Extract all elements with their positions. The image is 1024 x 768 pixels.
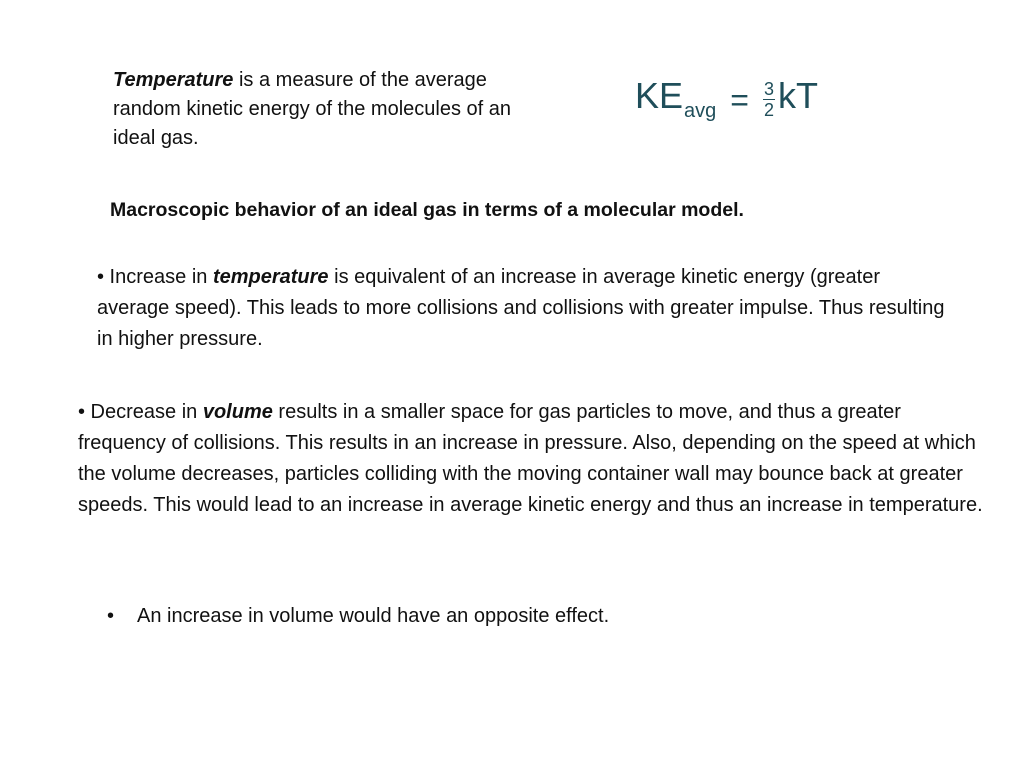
temperature-definition [113, 66, 553, 153]
bullet-emphasis: volume [202, 401, 273, 423]
formula-subscript: avg [684, 100, 717, 122]
definition-text: is a measure of the average random kinetic energy of the molecules of an ideal gas. [113, 69, 511, 149]
formula-fraction [763, 80, 775, 119]
section-heading: Macroscopic behavior of an ideal gas in terms of a molecular model. [110, 199, 744, 221]
bullet-opposite-effect [107, 601, 807, 632]
bullet-text: An increase in volume would have an opposite effect. [137, 605, 610, 627]
formula-denominator: 2 [763, 100, 774, 120]
kinetic-energy-formula [635, 74, 818, 124]
formula-equals: = [730, 82, 749, 118]
formula-lhs: KE [635, 75, 684, 116]
bullet-text: is equivalent of an increase in average kinetic energy (greater average speed). This leads to more collisions and collisions with greater impulse. Thus resulting in higher pressure. [97, 266, 945, 350]
bullet-volume [78, 397, 983, 521]
bullet-prefix: • Increase in [97, 266, 213, 288]
bullet-emphasis: temperature [212, 266, 329, 288]
formula-numerator: 3 [763, 79, 774, 99]
definition-term: Temperature [113, 69, 234, 91]
bullet-text: results in a smaller space for gas particles to move, and thus a greater frequency of collisions. This results in an increase in pressure. Also, depending on the speed at which the volume decreases, particles colliding with the moving container wall may bounce back at greater speeds. This would lead to an increase in average kinetic energy and thus an increase in temperature. [78, 401, 983, 516]
formula-rhs: kT [777, 75, 818, 116]
bullet-prefix: • [107, 605, 115, 627]
bullet-temperature [97, 262, 957, 355]
bullet-prefix: • Decrease in [78, 401, 203, 423]
